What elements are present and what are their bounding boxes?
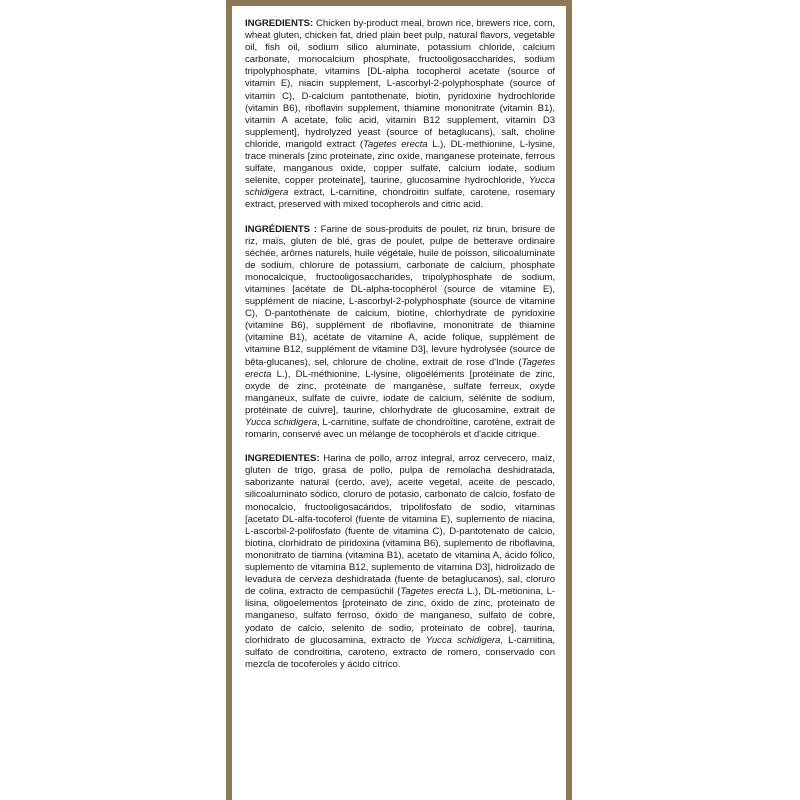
heading-french: INGRÉDIENTS : — [245, 223, 317, 235]
ingredients-spanish — [245, 453, 555, 671]
ingredients-text — [245, 18, 555, 683]
ingredients-label-panel — [226, 0, 572, 800]
english-text-3: extract, L-carnitine, chondroitin sulfate, carotene, rosemary extract, preserved with mixed tocopherols and citric acid. — [245, 187, 555, 211]
spanish-italic-2: Yucca schidigera — [425, 634, 501, 646]
french-text-1: Farine de sous-produits de poulet, riz brun, brisure de riz, maïs, gluten de blé, gras de poulet, pulpe de betterave ordinaire séchée, arômes naturels, huile végétale, huile de poisson, silicoaluminate de sodium, chlorure de potassium, carbonate de calcium, phosphate monocalcique, fructooligosaccharides, tripolyphosphate de sodium, vitamines [acétate de DL-alpha-tocophérol (source de vitamine E), supplément de niacine, L-ascorbyl-2-polyphosphate (source de vitamine C), D-pantothénate de calcium, biotine, chlorhydrate de pyridoxine (vitamine B6), supplément de riboflavine, mononitrate de thiamine (vitamine B1), acétate de vitamine A, acide folique, supplément de vitamine B12, supplément de vitamine D3], levure hydrolysée (source de bêta-glucanes), sel, chlorure de choline, extrait de rose d'Inde ( — [245, 223, 555, 368]
heading-english: INGREDIENTS: — [245, 18, 314, 29]
french-text-2: L.), DL-méthionine, L-lysine, oligoéléments [protéinate de zinc, oxyde de zinc, protéinate de manganèse, sulfate ferreux, oxyde manganeux, sulfate de cuivre, iodate de calcium, sélénite de sodium, protéinate de cuivre], taurine, chlorhydrate de glucosamine, extrait de — [245, 368, 555, 416]
english-italic-1: Tagetes erecta — [362, 138, 428, 150]
french-text-3: , L-carnitine, sulfate de chondroïtine, carotène, extrait de romarin, conservé avec un mélange de tocophérols et d'acide citrique. — [245, 417, 555, 441]
english-text-2: L.), DL-methionine, L-lysine, trace minerals [zinc proteinate, zinc oxide, manganese proteinate, ferrous sulfate, manganous oxide, copper sulfate, calcium iodate, sodium selenite, copper proteinate], taurine, glucosamine hydrochloride, — [245, 138, 555, 187]
spanish-text-3: , L-carnitina, sulfato de condroitina, caroteno, extracto de romero, conservado con mezcla de tocoferoles y ácido cítrico. — [245, 634, 556, 670]
english-text-1: Chicken by-product meal, brown rice, brewers rice, corn, wheat gluten, chicken fat, dried plain beet pulp, natural flavors, vegetable oil, fish oil, sodium silico aluminate, potassium chloride, calcium carbonate, monocalcium phosphate, fructooligosaccharides, sodium tripolyphosphate, vitamins [DL-alpha tocopherol acetate (source of vitamin E), niacin supplement, L-ascorbyl-2-polyphosphate (source of vitamin C), D-calcium pantothenate, biotin, pyridoxine hydrochloride (vitamin B6), riboflavin supplement, thiamine mononitrate (vitamin B1), vitamin A acetate, folic acid, vitamin B12 supplement, vitamin D3 supplement], hydrolyzed yeast (source of betaglucans), salt, choline chloride, marigold extract ( — [245, 18, 555, 150]
heading-spanish: INGREDIENTES: — [245, 453, 320, 465]
spanish-text-1: Harina de pollo, arroz integral, arroz cervecero, maíz, gluten de trigo, grasa de pollo, pulpa de remolacha deshidratada, saborizante natural (cerdo, ave), aceite vegetal, aceite de pescado, silicoaluminato sódico, cloruro de potasio, carbonato de calcio, fosfato de monocalcio, fructooligosacáridos, tripolifosfato de sodio, vitaminas [acetato DL-alfa-tocoferol (fuente de vitamina E), suplemento de niacina, L-ascorbil-2-polifosfato (fuente de vitamina C), D-pantotenato de calcio, biotina, clorhidrato de piridoxina (vitamina B6), suplemento de riboflavina, mononitrato de tiamina (vitamina B1), acetato de vitamina A, ácido fólico, suplemento de vitamina B12, suplemento de vitamina D3], hidrolizado de levadura de cerveza deshidratada (fuente de betaglucanos), sal, cloruro de colina, extracto de cempasúchil ( — [245, 453, 555, 598]
ingredients-english — [245, 18, 555, 212]
french-italic-2: Yucca schidigera — [245, 417, 318, 428]
spanish-text-2: L.), DL-metionina, L-lisina, oligoelementos [proteinato de zinc, óxido de zinc, proteinato de manganeso, sulfato ferroso, óxido de manganeso, sulfato de cobre, yodato de calcio, selenito de sodio, proteinato de cobre], taurina, clorhidrato de glucosamina, extracto de — [245, 586, 555, 646]
english-italic-2: Yucca schidigera — [245, 175, 555, 199]
spanish-italic-1: Tagetes erecta — [400, 586, 464, 598]
ingredients-french — [245, 224, 555, 442]
french-italic-1: Tagetes erecta — [245, 356, 555, 380]
